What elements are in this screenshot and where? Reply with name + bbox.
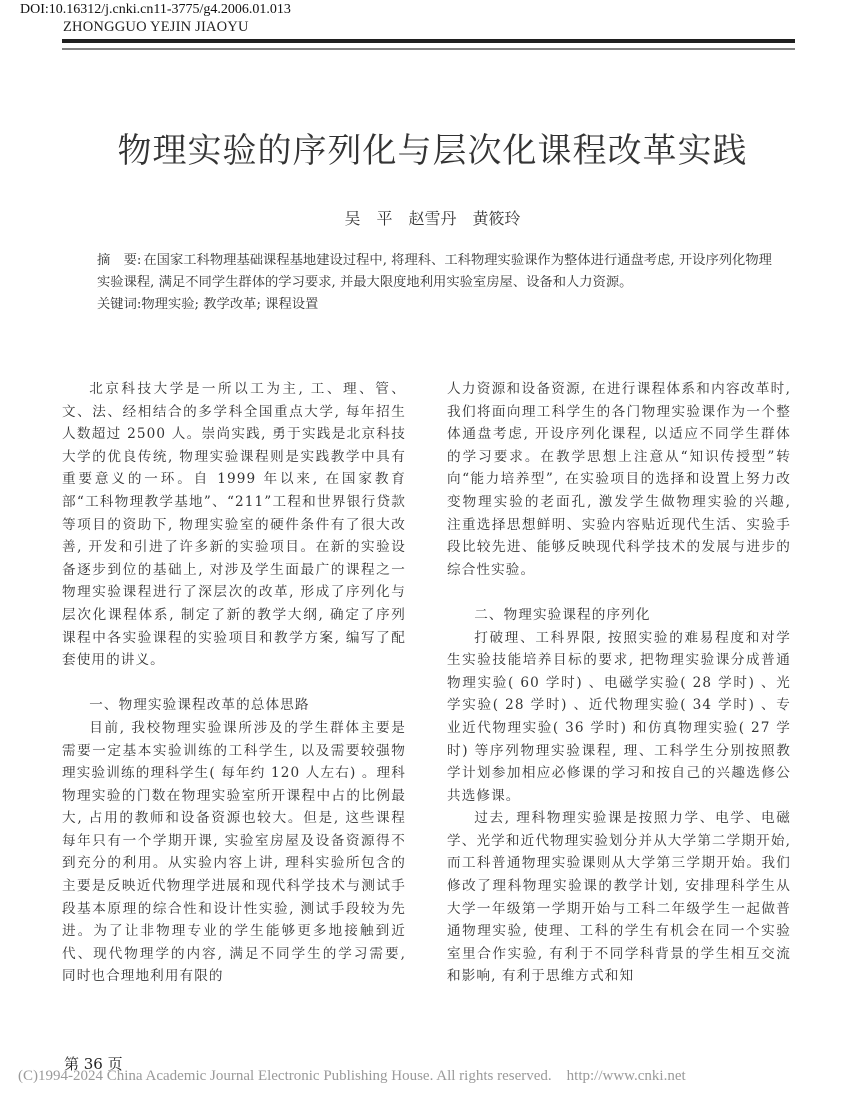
paragraph: 目前, 我校物理实验课所涉及的学生群体主要是需要一定基本实验训练的工科学生, 以及需要较强物理实验训练的理科学生( 每年约 120 人左右) 。理科物理实验的门数在物理实验室所开课程中占的比例最大, 占用的教师和设备资源也较大。但是, 这些课程每年只有一个学期开课, 实验室房屋及设备资源得不到充分的利用。从实验内容上讲, 理科实验所包含的主要是反映近代物理学进展和现代科学技术与测试手段基本原理的综合性和设计性实验, 测试手段较为先进。为了让非物理专业的学生能够更多地接触到近代、现代物理学的内容, 满足不同学生的学习需要, 同时也合理地利用有限的 xyxy=(62,719,406,985)
paragraph: 打破理、工科界限, 按照实验的难易程度和对学生实验技能培养目标的要求, 把物理实验课分成普通物理实验( 60 学时) 、电磁学实验( 28 学时) 、光学实验( 28 学时) 、近代物理实验( 34 学时) 、专业近代物理实验( 36 学时) 和仿真物理实验( 27 学时) 等序列物理实验课程, 理、工科学生分别按照教学计划参加相应必修课的学习和按自己的兴趣选修公共选修课。 xyxy=(447,629,791,804)
section-heading-1: 一、物理实验课程改革的总体思路 xyxy=(89,697,310,714)
right-column xyxy=(447,378,791,988)
keywords xyxy=(97,294,777,316)
keywords-text: 物理实验; 教学改革; 课程设置 xyxy=(141,297,319,312)
page-number: 第 36 页 xyxy=(64,1055,123,1073)
header-rule-thin xyxy=(62,48,795,50)
copyright-watermark: (C)1994-2024 China Academic Journal Electronic Publishing House. All rights reserved. http://www.cnki.net xyxy=(18,1068,686,1084)
paragraph: 北京科技大学是一所以工为主, 工、理、管、文、法、经相结合的多学科全国重点大学, 每年招生人数超过 2500 人。崇尚实践, 勇于实践是北京科技大学的优良传统, 物理实验课程则是实践教学中具有重要意义的一环。自 1999 年以来, 在国家教育部“工科物理教学基地”、“211”工程和世界银行贷款等项目的资助下, 物理实验室的硬件条件有了很大改善, 开发和引进了许多新的实验项目。在新的实验设备逐步到位的基础上, 对涉及学生面最广的课程之一物理实验课程进行了深层次的改革, 形成了序列化与层次化课程体系, 制定了新的教学大纲, 确定了序列课程中各实验课程的实验项目和教学方案, 编写了配套使用的讲义。 xyxy=(62,381,406,669)
section-heading-2: 二、物理实验课程的序列化 xyxy=(474,606,651,623)
left-column xyxy=(62,378,406,988)
journal-name: ZHONGGUO YEJIN JIAOYU xyxy=(63,19,249,35)
article-authors: 吴 平 赵雪丹 黄筱玲 xyxy=(344,209,521,228)
keywords-label: 关键词: xyxy=(97,297,142,312)
abstract-block xyxy=(97,250,777,316)
header-rule-thick xyxy=(62,39,795,43)
article-title: 物理实验的序列化与层次化课程改革实践 xyxy=(117,130,748,171)
paragraph: 过去, 理科物理实验课是按照力学、电学、电磁学、光学和近代物理实验划分并从大学第二学期开始, 而工科普通物理实验课则从大学第三学期开始。我们修改了理科物理实验课的教学计划, 安排理科学生从大学一年级第一学期开始与工科二年级学生一起做普通物理实验, 使理、工科的学生有机会在同一个实验室里合作实验, 有利于不同学科背景的学生相互交流和影响, 有利于思维方式和知 xyxy=(447,810,791,985)
abstract-text: 在国家工科物理基础课程基地建设过程中, 将理科、工科物理实验课作为整体进行通盘考虑, 开设序列化物理实验课程, 满足不同学生群体的学习要求, 并最大限度地利用实验室房屋、设备和人力资源。 xyxy=(97,253,772,290)
abstract xyxy=(97,250,777,294)
paragraph: 人力资源和设备资源, 在进行课程体系和内容改革时, 我们将面向理工科学生的各门物理实验课作为一个整体通盘考虑, 开设序列化课程, 以适应不同学生群体的学习要求。在教学思想上注意从“知识传授型”转向“能力培养型”, 在实验项目的选择和设置上努力改变物理实验的老面孔, 激发学生做物理实验的兴趣, 注重选择思想鲜明、实验内容贴近现代生活、实验手段比较先进、能够反映现代科学技术的发展与进步的综合性实验。 xyxy=(447,381,791,578)
abstract-label: 摘 要: xyxy=(97,253,142,268)
doi-text: DOI:10.16312/j.cnki.cn11-3775/g4.2006.01.013 xyxy=(20,2,291,17)
